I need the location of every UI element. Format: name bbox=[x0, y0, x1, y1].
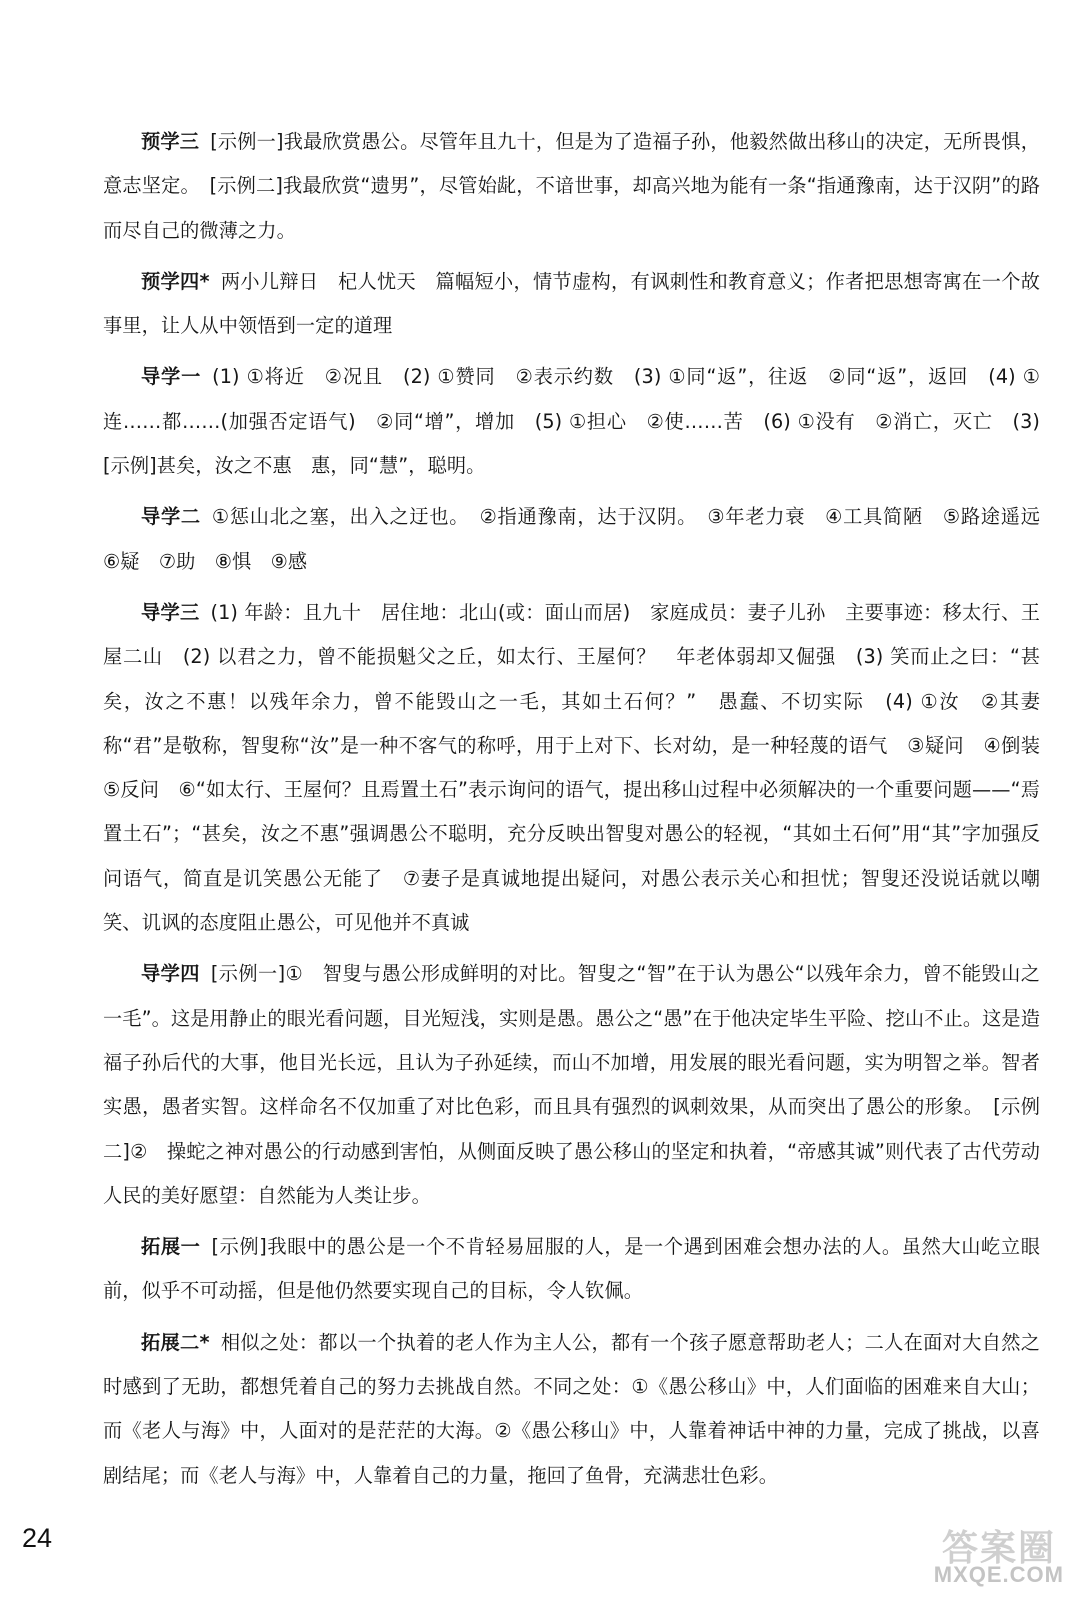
section-label: 拓展一 bbox=[141, 1235, 201, 1259]
section-label: 拓展二* bbox=[141, 1330, 210, 1354]
paragraph-text: (1) 年龄：且九十 居住地：北山(或：面山而居) 家庭成员：妻子儿孙 主要事迹：移太行、王屋二山 (2) 以君之力，曾不能损魁父之丘，如太行、王屋何？ 年老体弱却又倔强 (3) 笑而止之曰：“甚矣，汝之不惠！以残年余力，曾不能毁山之一毛，其如土石何？” 愚蠢、不切实际 (4) ①汝 ②其妻称“君”是敬称，智叟称“汝”是一种不客气的称呼，用于上对下、长对幼，是一种轻蔑的语气 ③疑问 ④倒装 ⑤反问 ⑥“如太行、王屋何？且焉置土石”表示询问的语气，提出移山过程中必须解决的一个重要问题——“焉置土石”；“甚矣，汝之不惠”强调愚公不聪明，充分反映出智叟对愚公的轻视，“其如土石何”用“其”字加强反问语气，简直是讥笑愚公无能了 ⑦妻子是真诚地提出疑问，对愚公表示关心和担忧；智叟还没说话就以嘲笑、讥讽的态度阻止愚公，可见他并不真诚 bbox=[103, 600, 1060, 935]
paragraph-text: 两小儿辩日 杞人忧天 篇幅短小，情节虚构，有讽刺性和教育意义；作者把思想寄寓在一个故事里，让人从中领悟到一定的道理 bbox=[103, 269, 1041, 338]
section-label: 预学四* bbox=[141, 269, 210, 293]
paragraph-daoxue-2 bbox=[103, 495, 1060, 584]
paragraph-daoxue-1 bbox=[103, 355, 1060, 488]
watermark-url: MXQE.COM bbox=[933, 1562, 1064, 1587]
paragraph-yuxue-4 bbox=[103, 260, 1040, 349]
paragraph-text: 相似之处：都以一个执着的老人作为主人公，都有一个孩子愿意帮助老人；二人在面对大自然之时感到了无助，都想凭着自己的努力去挑战自然。不同之处：①《愚公移山》中，人们面临的困难来自大山；而《老人与海》中，人面对的是茫茫的大海。②《愚公移山》中，人靠着神话中神的力量，完成了挑战，以喜剧结尾；而《老人与海》中，人靠着自己的力量，拖回了鱼骨，充满悲壮色彩。 bbox=[103, 1330, 1041, 1487]
paragraph-yuxue-3 bbox=[103, 120, 1040, 253]
watermark-logo-text: 答案圈 bbox=[941, 1527, 1056, 1568]
section-label: 导学四 bbox=[141, 962, 200, 986]
page-number: 24 bbox=[22, 1523, 53, 1553]
paragraph-text: [示例一]我最欣赏愚公。尽管年且九十，但是为了造福子孙，他毅然做出移山的决定，无所畏惧，意志坚定。 [示例二]我最欣赏“遗男”，尽管始龀，不谙世事，却高兴地为能有一条“指通豫南，达于汉阴”的路而尽自己的微薄之力。 bbox=[103, 130, 1040, 242]
paragraph-daoxue-3 bbox=[103, 591, 1060, 945]
section-label: 导学一 bbox=[141, 365, 202, 389]
section-label: 预学三 bbox=[141, 130, 200, 153]
answer-text-block bbox=[103, 120, 1060, 1505]
paragraph-text: ①惩山北之塞，出入之迂也。 ②指通豫南，达于汉阴。 ③年老力衰 ④工具简陋 ⑤路途遥远 ⑥疑 ⑦助 ⑧惧 ⑨感 bbox=[103, 505, 1060, 573]
paragraph-tuozhan-2 bbox=[103, 1321, 1040, 1498]
paragraph-text: [示例]我眼中的愚公是一个不肯轻易屈服的人，是一个遇到困难会想办法的人。虽然大山屹立眼前，似乎不可动摇，但是他仍然要实现自己的目标，令人钦佩。 bbox=[103, 1235, 1040, 1303]
section-label: 导学三 bbox=[141, 600, 200, 624]
paragraph-daoxue-4 bbox=[103, 952, 1040, 1218]
paragraph-text: (1) ①将近 ②况且 (2) ①赞同 ②表示约数 (3) ①同“返”，往返 ②同“返”，返回 (4) ①连……都……(加强否定语气) ②同“增”，增加 (5) ①担心 ②使……苦 (6) ①没有 ②消亡，灭亡 (3) [示例]甚矣，汝之不惠 惠，同“慧”，聪明。 bbox=[103, 365, 1060, 478]
paragraph-tuozhan-1 bbox=[103, 1225, 1040, 1314]
paragraph-text: [示例一]① 智叟与愚公形成鲜明的对比。智叟之“智”在于认为愚公“以残年余力，曾不能毁山之一毛”。这是用静止的眼光看问题，目光短浅，实则是愚。愚公之“愚”在于他决定毕生平险、挖山不止。这是造福子孙后代的大事，他目光长远，且认为子孙延续，而山不加增，用发展的眼光看问题，实为明智之举。智者实愚，愚者实智。这样命名不仅加重了对比色彩，而且具有强烈的讽刺效果，从而突出了愚公的形象。 [示例二]② 操蛇之神对愚公的行动感到害怕，从侧面反映了愚公移山的坚定和执着，“帝感其诚”则代表了古代劳动人民的美好愿望：自然能为人类让步。 bbox=[103, 962, 1040, 1207]
site-watermark bbox=[878, 1520, 1064, 1590]
section-label: 导学二 bbox=[141, 505, 201, 529]
